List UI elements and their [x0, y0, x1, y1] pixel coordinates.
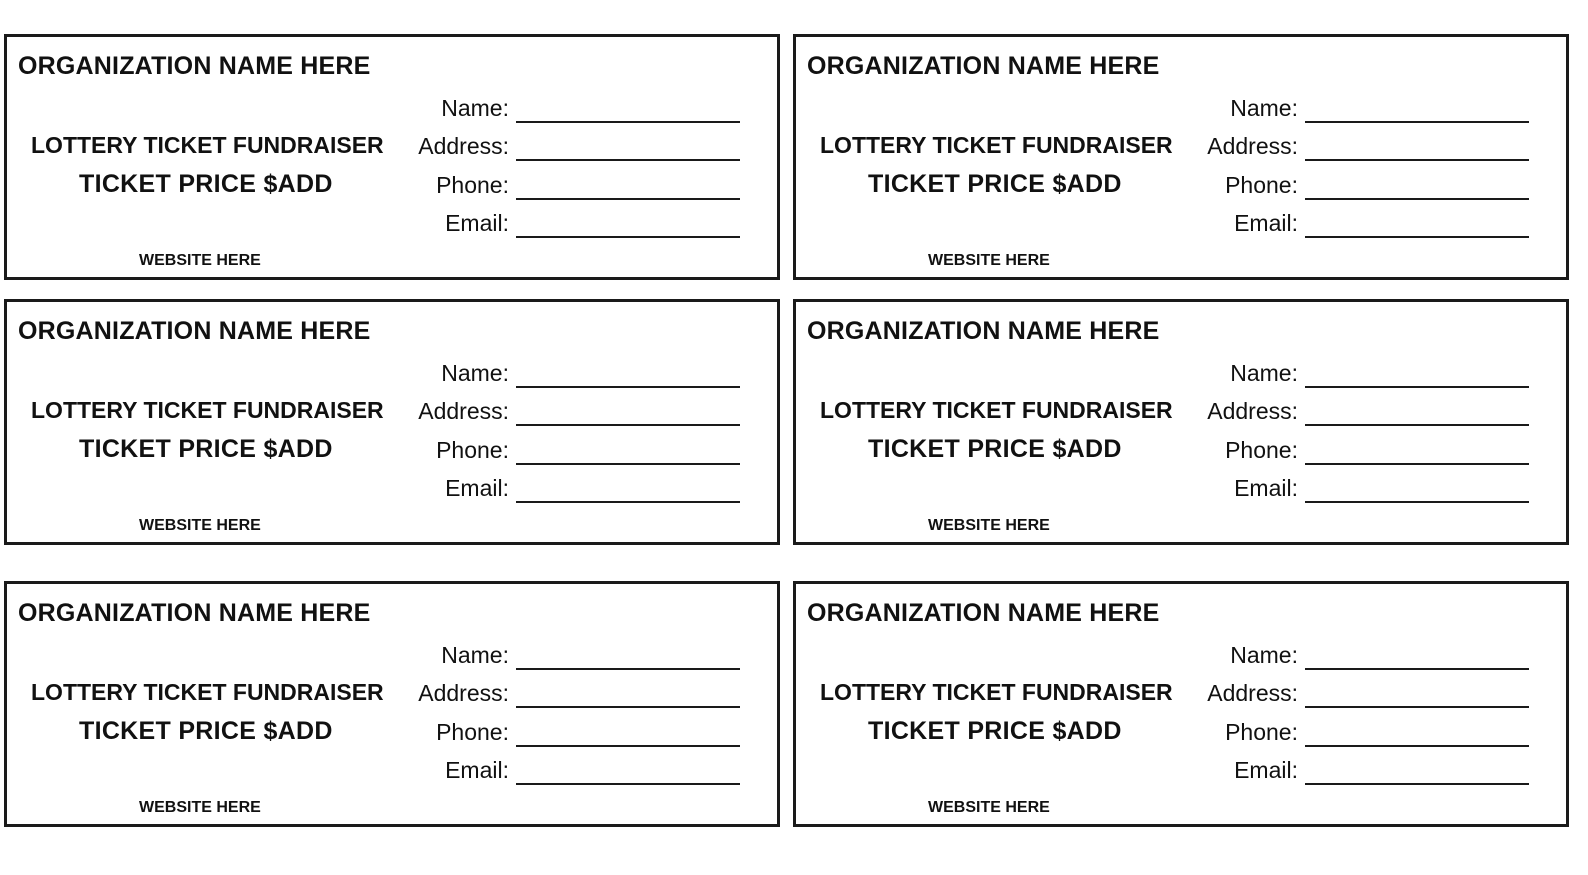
email-label: Email: [1234, 757, 1298, 783]
name-label: Name: [441, 360, 509, 386]
fundraiser-title: LOTTERY TICKET FUNDRAISER [820, 132, 1173, 158]
website-text: WEBSITE HERE [928, 799, 1050, 816]
ticket-5 [4, 581, 780, 827]
phone-field-line[interactable] [516, 745, 740, 747]
phone-field-line[interactable] [1305, 198, 1529, 200]
email-field-line[interactable] [1305, 501, 1529, 503]
address-field-line[interactable] [516, 424, 740, 426]
website-text: WEBSITE HERE [139, 517, 261, 534]
name-label: Name: [441, 642, 509, 668]
name-field-line[interactable] [1305, 121, 1529, 123]
phone-field-line[interactable] [1305, 463, 1529, 465]
name-field-line[interactable] [516, 668, 740, 670]
address-field-line[interactable] [1305, 159, 1529, 161]
name-label: Name: [1230, 95, 1298, 121]
website-text: WEBSITE HERE [139, 252, 261, 269]
name-label: Name: [1230, 360, 1298, 386]
phone-label: Phone: [1225, 719, 1298, 745]
address-label: Address: [1207, 680, 1298, 706]
email-label: Email: [445, 757, 509, 783]
address-field-line[interactable] [516, 159, 740, 161]
website-text: WEBSITE HERE [928, 252, 1050, 269]
email-label: Email: [445, 210, 509, 236]
address-label: Address: [418, 398, 509, 424]
address-field-line[interactable] [1305, 424, 1529, 426]
phone-label: Phone: [1225, 172, 1298, 198]
name-label: Name: [1230, 642, 1298, 668]
organization-name: ORGANIZATION NAME HERE [18, 52, 371, 80]
fundraiser-title: LOTTERY TICKET FUNDRAISER [820, 397, 1173, 423]
website-text: WEBSITE HERE [139, 799, 261, 816]
ticket-1 [4, 34, 780, 280]
fundraiser-title: LOTTERY TICKET FUNDRAISER [31, 397, 384, 423]
name-field-line[interactable] [1305, 386, 1529, 388]
ticket-4 [793, 299, 1569, 545]
phone-field-line[interactable] [1305, 745, 1529, 747]
email-field-line[interactable] [516, 783, 740, 785]
ticket-price: TICKET PRICE $ADD [868, 170, 1122, 198]
phone-label: Phone: [436, 437, 509, 463]
ticket-price: TICKET PRICE $ADD [868, 717, 1122, 745]
ticket-price: TICKET PRICE $ADD [79, 435, 333, 463]
organization-name: ORGANIZATION NAME HERE [807, 317, 1160, 345]
phone-label: Phone: [1225, 437, 1298, 463]
ticket-6 [793, 581, 1569, 827]
ticket-3 [4, 299, 780, 545]
name-label: Name: [441, 95, 509, 121]
phone-label: Phone: [436, 719, 509, 745]
name-field-line[interactable] [516, 121, 740, 123]
email-field-line[interactable] [516, 501, 740, 503]
address-field-line[interactable] [516, 706, 740, 708]
address-label: Address: [418, 133, 509, 159]
email-label: Email: [1234, 210, 1298, 236]
address-field-line[interactable] [1305, 706, 1529, 708]
address-label: Address: [418, 680, 509, 706]
email-label: Email: [445, 475, 509, 501]
ticket-price: TICKET PRICE $ADD [79, 170, 333, 198]
name-field-line[interactable] [1305, 668, 1529, 670]
phone-label: Phone: [436, 172, 509, 198]
address-label: Address: [1207, 398, 1298, 424]
phone-field-line[interactable] [516, 198, 740, 200]
name-field-line[interactable] [516, 386, 740, 388]
organization-name: ORGANIZATION NAME HERE [807, 52, 1160, 80]
fundraiser-title: LOTTERY TICKET FUNDRAISER [31, 132, 384, 158]
email-field-line[interactable] [516, 236, 740, 238]
email-field-line[interactable] [1305, 783, 1529, 785]
organization-name: ORGANIZATION NAME HERE [807, 599, 1160, 627]
ticket-price: TICKET PRICE $ADD [79, 717, 333, 745]
website-text: WEBSITE HERE [928, 517, 1050, 534]
email-field-line[interactable] [1305, 236, 1529, 238]
address-label: Address: [1207, 133, 1298, 159]
fundraiser-title: LOTTERY TICKET FUNDRAISER [31, 679, 384, 705]
ticket-price: TICKET PRICE $ADD [868, 435, 1122, 463]
phone-field-line[interactable] [516, 463, 740, 465]
organization-name: ORGANIZATION NAME HERE [18, 599, 371, 627]
email-label: Email: [1234, 475, 1298, 501]
organization-name: ORGANIZATION NAME HERE [18, 317, 371, 345]
ticket-2 [793, 34, 1569, 280]
fundraiser-title: LOTTERY TICKET FUNDRAISER [820, 679, 1173, 705]
